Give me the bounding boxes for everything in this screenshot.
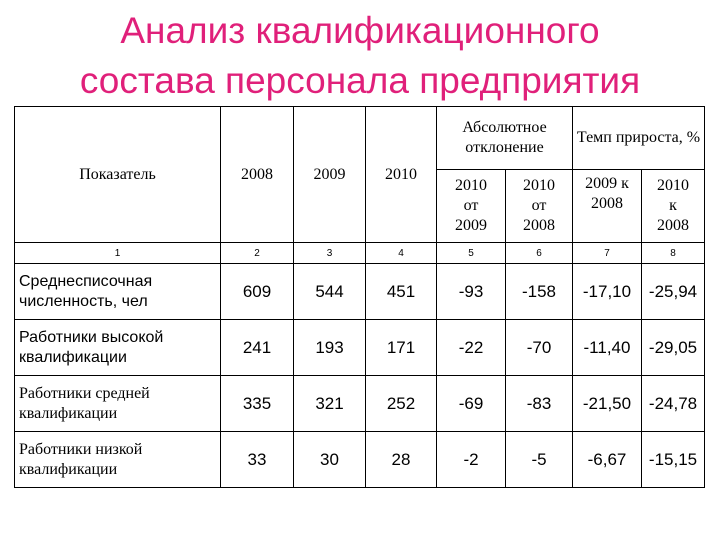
header-2010-vs-2008: 2010 от 2008: [506, 170, 573, 243]
col-number: 1: [15, 243, 221, 264]
cell-abs-2010-vs-2009: -69: [437, 376, 506, 432]
row-label: Работники средней квалификации: [15, 376, 221, 432]
cell-abs-2010-vs-2009: -22: [437, 320, 506, 376]
col-number: 5: [437, 243, 506, 264]
cell-abs-2010-vs-2009: -2: [437, 432, 506, 488]
col-number: 2: [221, 243, 294, 264]
row-label: Работники низкой квалификации: [15, 432, 221, 488]
header-2010-to-2008: 2010 к 2008: [642, 170, 705, 243]
staff-qualification-table: [14, 106, 705, 488]
cell-growth-2010-to-2008: -15,15: [642, 432, 705, 488]
cell-abs-2010-vs-2008: -5: [506, 432, 573, 488]
cell-growth-2010-to-2008: -25,94: [642, 264, 705, 320]
cell-2010: 252: [366, 376, 437, 432]
cell-2009: 30: [294, 432, 366, 488]
header-2009: 2009: [294, 107, 366, 243]
col-number: 7: [573, 243, 642, 264]
cell-abs-2010-vs-2008: -158: [506, 264, 573, 320]
cell-growth-2010-to-2008: -24,78: [642, 376, 705, 432]
title-line-2: состава персонала предприятия: [79, 60, 641, 101]
col-number: 4: [366, 243, 437, 264]
cell-2009: 193: [294, 320, 366, 376]
cell-abs-2010-vs-2008: -70: [506, 320, 573, 376]
title-line-1: Анализ квалификационного: [120, 10, 600, 51]
header-absolute-deviation: Абсолютное отклонение: [437, 107, 573, 170]
col-number: 6: [506, 243, 573, 264]
cell-2009: 321: [294, 376, 366, 432]
cell-abs-2010-vs-2008: -83: [506, 376, 573, 432]
cell-2010: 451: [366, 264, 437, 320]
page-title: [0, 6, 720, 106]
header-growth-rate: Темп прироста, %: [573, 107, 705, 170]
table-row: [15, 320, 705, 376]
header-2010: 2010: [366, 107, 437, 243]
cell-2008: 335: [221, 376, 294, 432]
cell-2008: 33: [221, 432, 294, 488]
header-2009-to-2008: 2009 к 2008: [573, 170, 642, 243]
col-number: 8: [642, 243, 705, 264]
table-row: [15, 376, 705, 432]
cell-2010: 171: [366, 320, 437, 376]
header-2008: 2008: [221, 107, 294, 243]
cell-growth-2009-to-2008: -17,10: [573, 264, 642, 320]
cell-abs-2010-vs-2009: -93: [437, 264, 506, 320]
row-label: Среднесписочная численность, чел: [15, 264, 221, 320]
cell-2008: 609: [221, 264, 294, 320]
table-row: [15, 432, 705, 488]
cell-2010: 28: [366, 432, 437, 488]
col-number: 3: [294, 243, 366, 264]
header-indicator: Показатель: [15, 107, 221, 243]
cell-growth-2010-to-2008: -29,05: [642, 320, 705, 376]
table-row: [15, 264, 705, 320]
header-2010-vs-2009: 2010 от 2009: [437, 170, 506, 243]
cell-growth-2009-to-2008: -11,40: [573, 320, 642, 376]
cell-2008: 241: [221, 320, 294, 376]
row-label: Работники высокой квалификации: [15, 320, 221, 376]
cell-growth-2009-to-2008: -6,67: [573, 432, 642, 488]
cell-2009: 544: [294, 264, 366, 320]
cell-growth-2009-to-2008: -21,50: [573, 376, 642, 432]
